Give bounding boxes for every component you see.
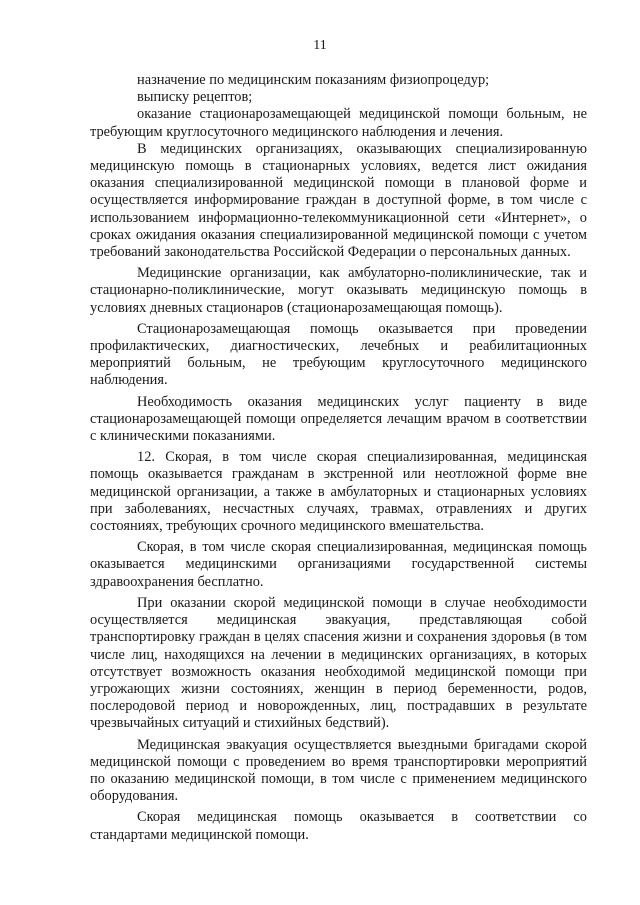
paragraph: оказание стационарозамещающей медицинской помощи больным, не требующим круглосуточного медицинского наблюдения и лечения. <box>90 106 587 140</box>
paragraph: В медицинских организациях, оказывающих специализированную медицинскую помощь в стационарных условиях, ведется лист ожидания оказания специализированной медицинской помощи в плановой форме и осуществляется информирование граждан в доступной форме, в том числе с использованием информационно-телекоммуникационной сети «Интернет», о сроках ожидания оказания специализированной медицинской помощи с учетом требований законодательства Российской Федерации о персональных данных. <box>90 140 587 261</box>
paragraph: Скорая, в том числе скорая специализированная, медицинская помощь оказывается медицинскими организациями государственной системы здравоохранения бесплатно. <box>90 539 587 590</box>
paragraph: назначение по медицинским показаниям физиопроцедур; <box>137 72 490 88</box>
paragraph: Скорая медицинская помощь оказывается в соответствии со стандартами медицинской помощи. <box>90 809 587 843</box>
paragraph: Необходимость оказания медицинских услуг пациенту в виде стационарозамещающей помощи определяется лечащим врачом в соответствии с клиническими показаниями. <box>90 393 587 445</box>
document-body <box>90 72 587 844</box>
paragraph: Стационарозамещающая помощь оказывается при проведении профилактических, диагностических, лечебных и реабилитационных мероприятий больным, не требующим круглосуточного медицинского наблюдения. <box>90 320 587 389</box>
page-number: 11 <box>313 38 327 53</box>
paragraph: Медицинская эвакуация осуществляется выездными бригадами скорой медицинской помощи с проведением во время транспортировки мероприятий по оказанию медицинской помощи, в том числе с применением медицинского оборудования. <box>90 736 587 805</box>
paragraph: При оказании скорой медицинской помощи в случае необходимости осуществляется медицинская эвакуация, представляющая собой транспортировку граждан в целях спасения жизни и сохранения здоровья (в том числе лиц, находящихся на лечении в медицинских организациях, в которых отсутствует возможность оказания необходимой медицинской помощи при угрожающих жизни состояниях, женщин в период беременности, родов, послеродовой период и новорожденных, лиц, пострадавших в результате чрезвычайных ситуаций и стихийных бедствий). <box>90 594 587 732</box>
paragraph: Медицинские организации, как амбулаторно-поликлинические, так и стационарно-поликлинические, могут оказывать медицинскую помощь в условиях дневных стационаров (стационарозамещающая помощь). <box>90 265 587 316</box>
paragraph: выписку рецептов; <box>137 89 253 106</box>
paragraph: 12. Скорая, в том числе скорая специализированная, медицинская помощь оказывается гражданам в экстренной или неотложной форме вне медицинской организации, а также в амбулаторных и стационарных условиях при заболеваниях, несчастных случаях, травмах, отравлениях и других состояниях, требующих срочного медицинского вмешательства. <box>90 449 587 535</box>
